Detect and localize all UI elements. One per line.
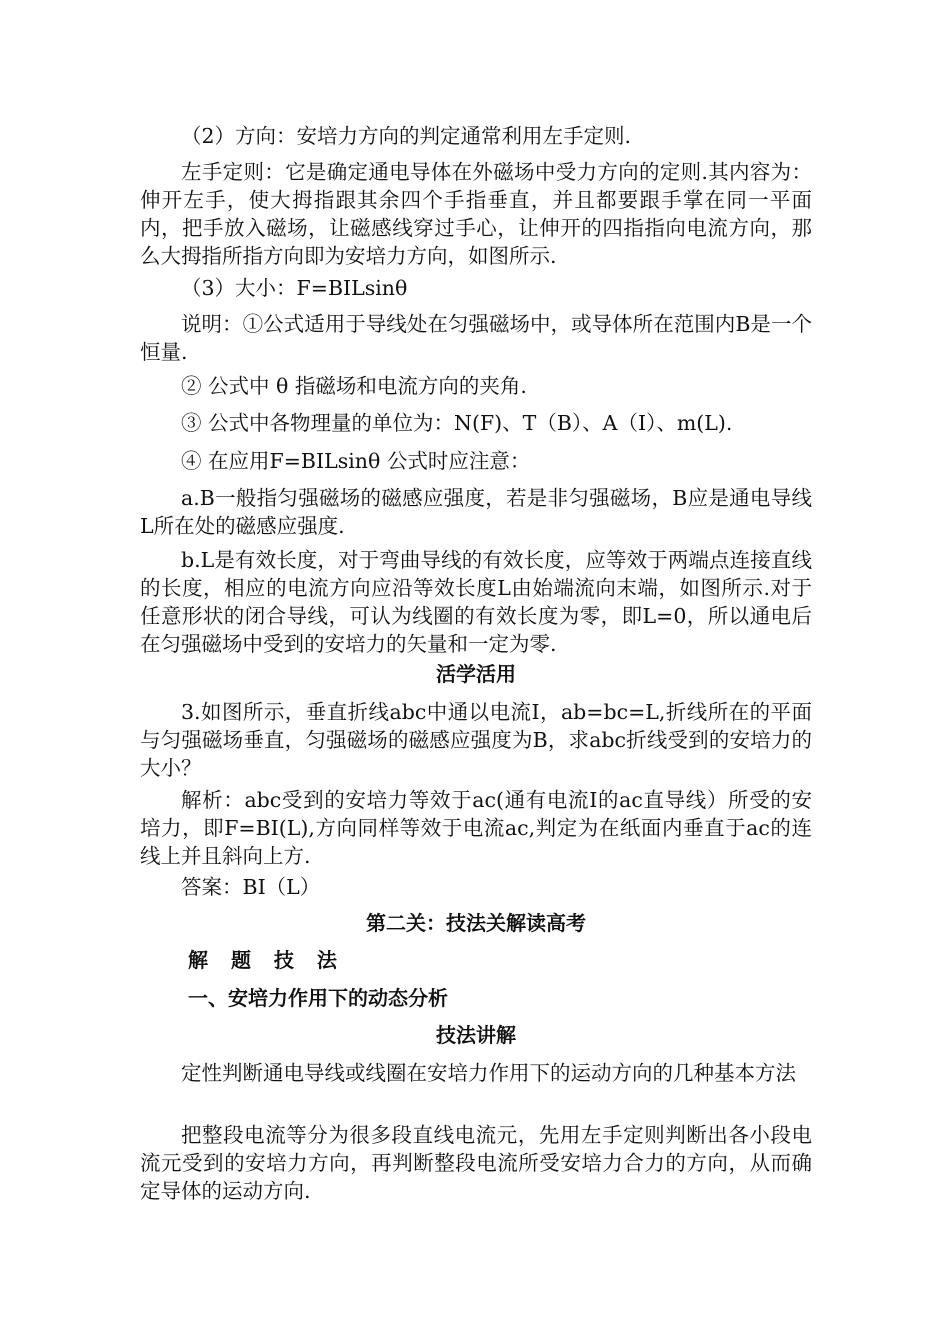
heading-practice: 活学活用 xyxy=(436,662,516,686)
heading-problem-solving: 解 题 技 法 xyxy=(188,948,345,972)
paragraph-magnitude-formula: （3）大小：F=BILsinθ xyxy=(181,276,408,300)
paragraph-answer: 答案：BI（L） xyxy=(181,875,321,899)
paragraph-qualitative-methods: 定性判断通电导线或线圈在安培力作用下的运动方向的几种基本方法 xyxy=(181,1061,796,1085)
heading-dynamic-analysis: 一、安培力作用下的动态分析 xyxy=(188,986,448,1010)
paragraph-current-element-method: 把整段电流等分为很多段直线电流元，先用左手定则判断出各小段电流元受到的安培力方向，再判断整段电流所受安培力合力的方向，从而确定导体的运动方向. xyxy=(140,1123,812,1203)
heading-second-level: 第二关：技法关解读高考 xyxy=(366,911,586,935)
paragraph-note-a: a.B一般指匀强磁场的磁感应强度，若是非匀强磁场，B应是通电导线L所在处的磁感应强度. xyxy=(140,486,812,538)
paragraph-note-3: ③ 公式中各物理量的单位为：N(F)、T（B）、A（I）、m(L). xyxy=(181,411,733,435)
paragraph-note-b: b.L是有效长度，对于弯曲导线的有效长度，应等效于两端点连接直线的长度，相应的电流方向应沿等效长度L由始端流向末端，如图所示.对于任意形状的闭合导线，可认为线圈的有效长度为零，即L=0，所以通电后在匀强磁场中受到的安培力的矢量和一定为零. xyxy=(140,548,812,656)
paragraph-question-3: 3.如图所示，垂直折线abc中通以电流I，ab=bc=L,折线所在的平面与匀强磁场垂直，匀强磁场的磁感应强度为B，求abc折线受到的安培力的大小？ xyxy=(140,700,812,780)
paragraph-direction: （2）方向：安培力方向的判定通常利用左手定则. xyxy=(181,124,632,148)
heading-technique-explanation: 技法讲解 xyxy=(436,1023,516,1047)
paragraph-analysis: 解析：abc受到的安培力等效于ac(通有电流I的ac直导线）所受的安培力，即F=BI(L),方向同样等效于电流ac,判定为在纸面内垂直于ac的连线上并且斜向上方. xyxy=(140,788,812,868)
paragraph-note-2: ② 公式中 θ 指磁场和电流方向的夹角. xyxy=(181,374,527,398)
paragraph-note-1: 说明：①公式适用于导线处在匀强磁场中，或导体所在范围内B是一个恒量. xyxy=(140,312,812,364)
paragraph-note-4: ④ 在应用F=BILsinθ 公式时应注意： xyxy=(181,449,531,473)
paragraph-left-hand-rule: 左手定则：它是确定通电导体在外磁场中受力方向的定则.其内容为：伸开左手，使大拇指跟其余四个手指垂直，并且都要跟手掌在同一平面内，把手放入磁场，让磁感线穿过手心，让伸开的四指指向电流方向，那么大拇指所指方向即为安培力方向，如图所示. xyxy=(140,160,812,268)
